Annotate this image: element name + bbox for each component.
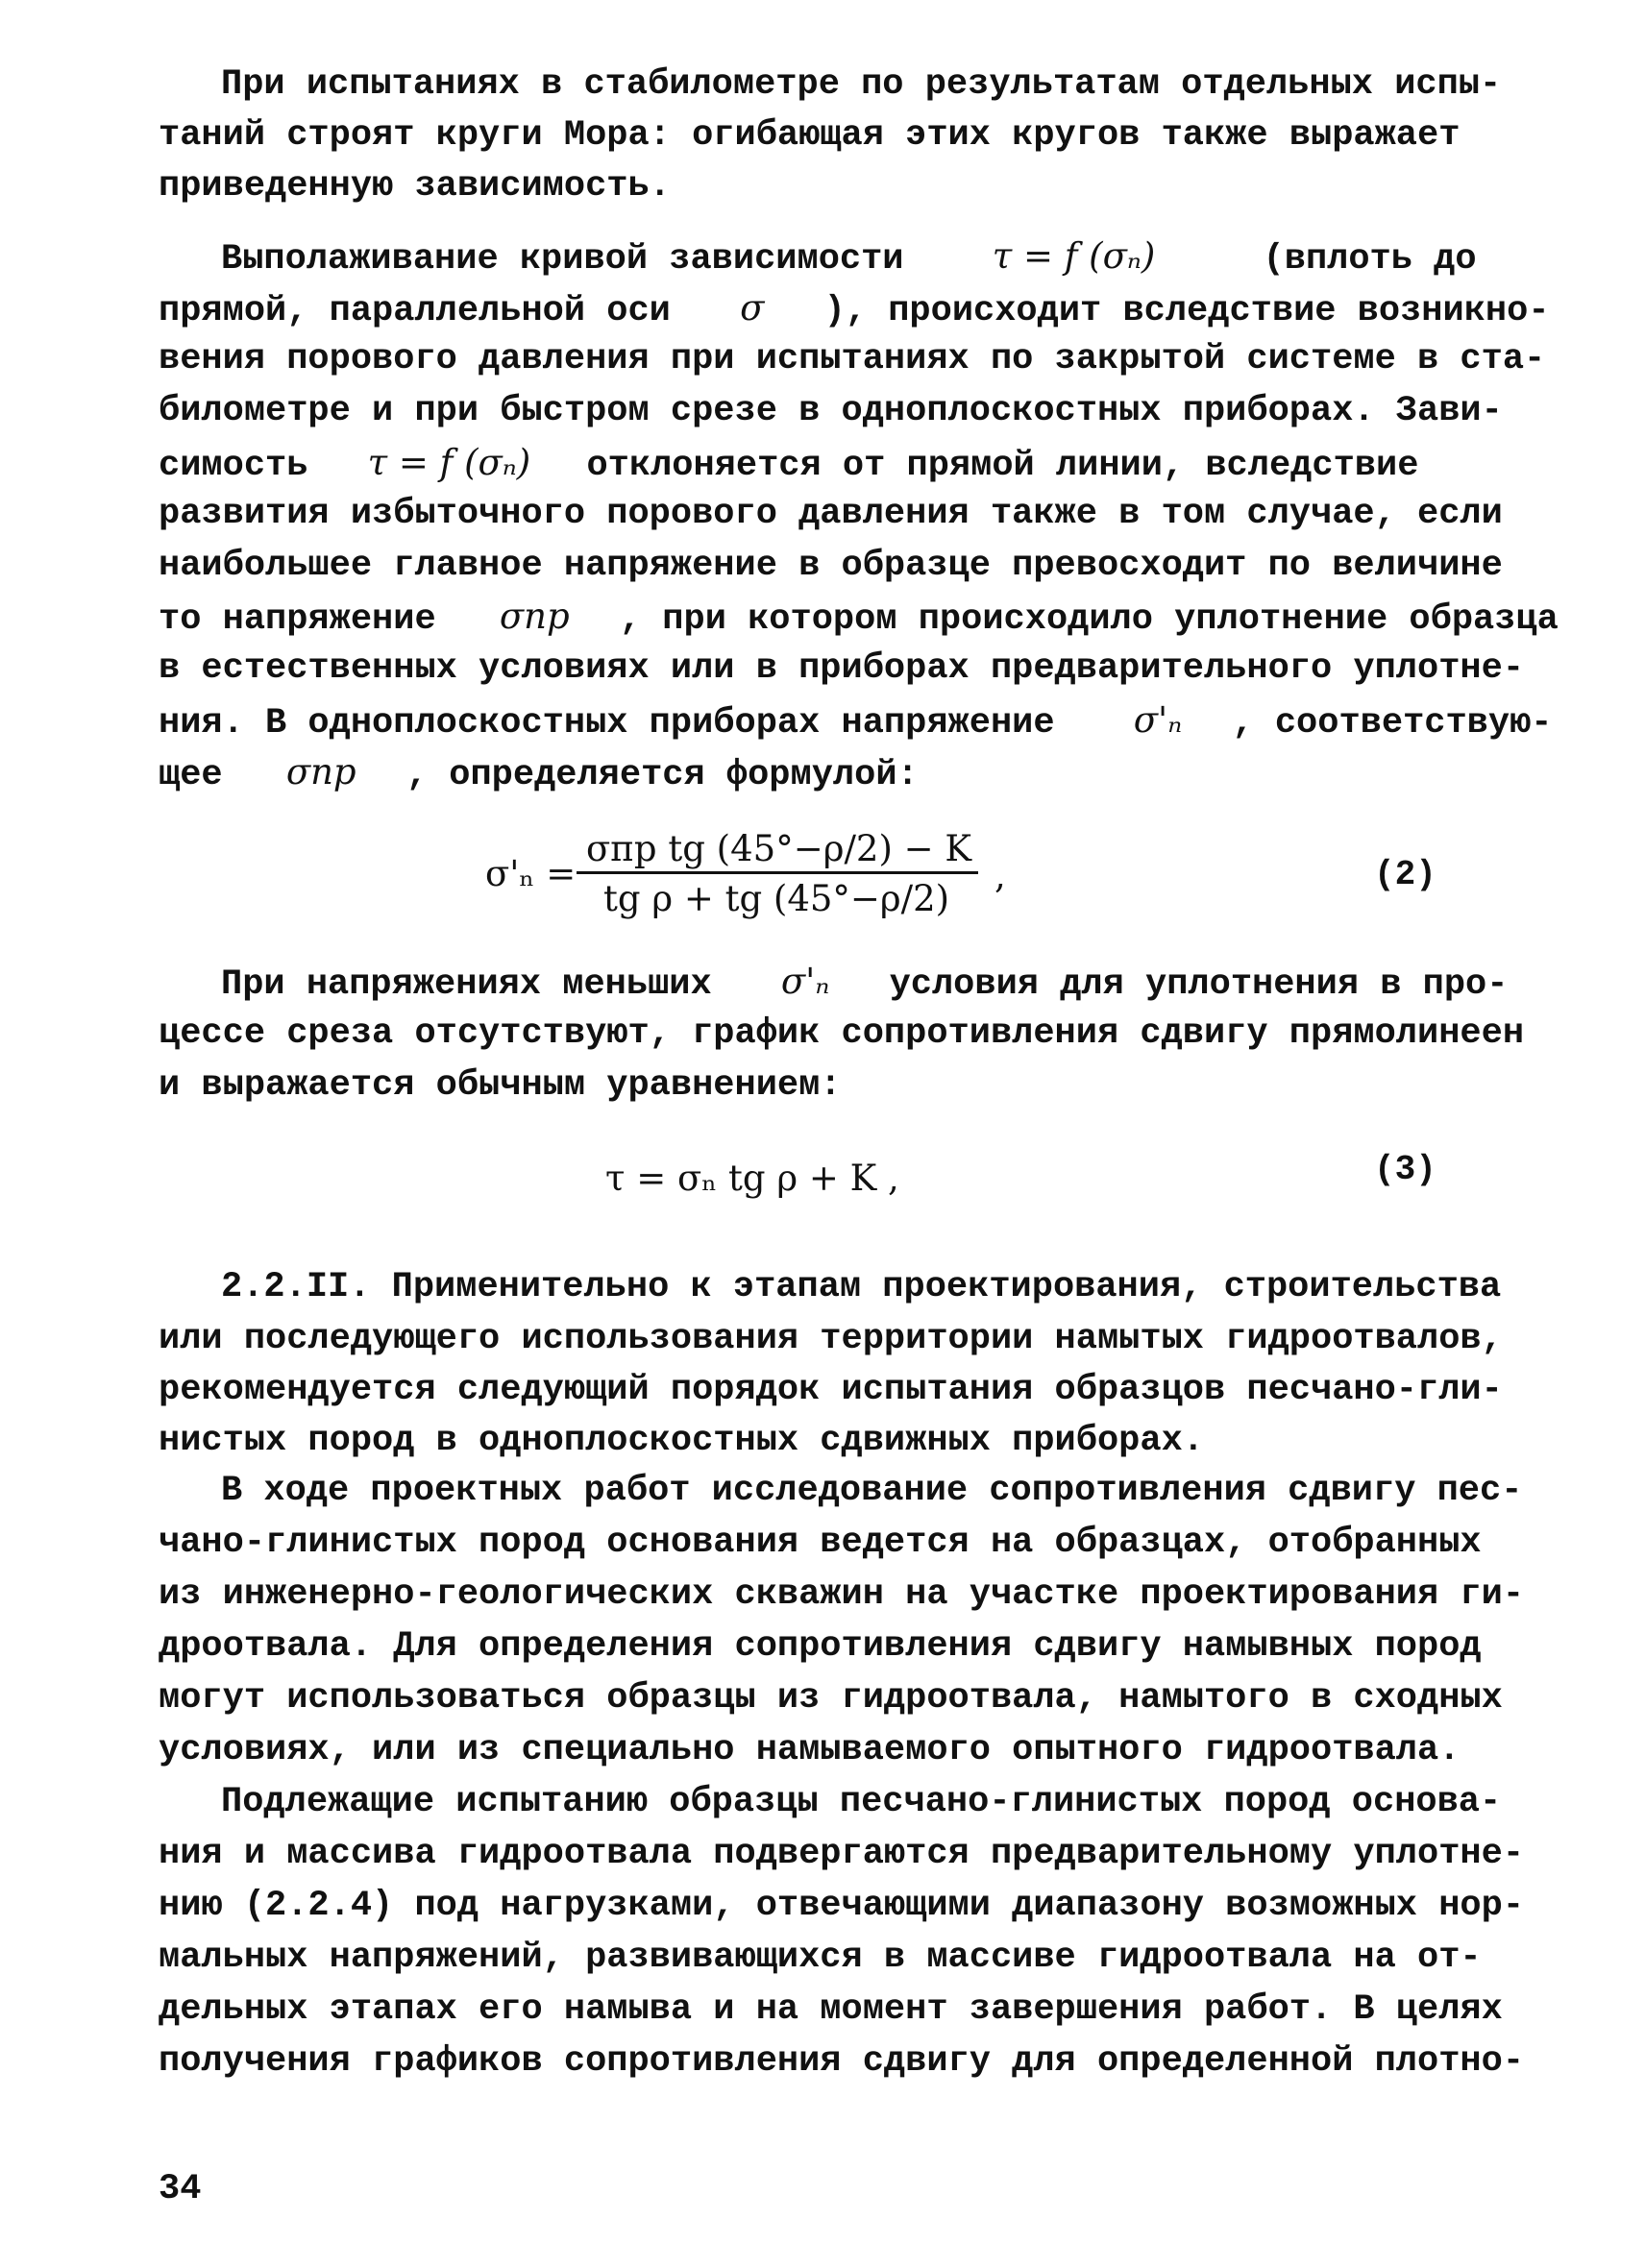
text-line: Подлежащие испытанию образцы песчано-глинистых пород основа-: [221, 1782, 1502, 1822]
equation-3: τ = σₙ tg ρ + K ,: [605, 1158, 899, 1199]
text-line: В ходе проектных работ исследование сопротивления сдвигу пес-: [221, 1471, 1523, 1511]
text-line: в естественных условиях или в приборах предварительного уплотне-: [159, 648, 1525, 689]
text-line: При испытаниях в стабилометре по результатам отдельных испы-: [221, 64, 1502, 105]
inline-formula: σ'ₙ: [780, 961, 830, 1002]
text-line: и выражается обычным уравнением:: [159, 1065, 842, 1106]
text-line: При напряжениях меньших σ'ₙ условия для уплотнения в про-: [221, 961, 1509, 1005]
page-number: 34: [159, 2169, 202, 2209]
text-line: могут использоваться образцы из гидроотвала, намытого в сходных: [159, 1678, 1503, 1719]
text-line: рекомендуется следующий порядок испытания образцов песчано-гли-: [159, 1370, 1503, 1410]
inline-formula: σпр: [285, 751, 356, 793]
equation-2-numerator: σпр tg (45°−ρ/2) − K: [586, 828, 972, 869]
text-line: развития избыточного порового давления также в том случае, если: [159, 494, 1503, 534]
equation-2-denominator: tg ρ + tg (45°−ρ/2): [603, 878, 950, 919]
text-line: вения порового давления при испытаниях по закрытой системе в ста-: [159, 339, 1546, 379]
text-line: или последующего использования территории намытых гидроотвалов,: [159, 1319, 1503, 1359]
text-line: ния. В одноплоскостных приборах напряжение σ'ₙ , соответствую-: [159, 699, 1553, 744]
text-line: нистых пород в одноплоскостных сдвижных приборах.: [159, 1421, 1204, 1461]
equation-2-comma: ,: [994, 855, 1006, 896]
text-line: прямой, параллельной оси σ ), происходит вследствие возникно-: [159, 287, 1550, 331]
text-line: дельных этапах его намыва и на момент завершения работ. В целях: [159, 1989, 1503, 2030]
text-line: нию (2.2.4) под нагрузками, отвечающими диапазону возможных нор-: [159, 1886, 1525, 1926]
inline-formula: τ = f (σₙ): [367, 442, 531, 483]
text-line: Выполаживание кривой зависимости τ = f (σₙ) (вплоть до: [221, 235, 1477, 280]
text-line: чано-глинистых пород основания ведется на образцах, отобранных: [159, 1523, 1482, 1563]
equation-2-lhs: σ'ₙ =: [485, 853, 577, 894]
inline-formula: τ = f (σₙ): [992, 235, 1156, 277]
equation-2-fraction-bar: [577, 871, 978, 874]
equation-3-number: (3): [1374, 1150, 1436, 1189]
text-line: то напряжение σпр , при котором происходило уплотнение образца: [159, 596, 1559, 640]
text-line: 2.2.II. Применительно к этапам проектирования, строительства: [221, 1267, 1502, 1307]
text-line: симость τ = f (σₙ) отклоняется от прямой линии, вследствие: [159, 442, 1419, 486]
text-line: билометре и при быстром срезе в одноплоскостных приборах. Зави-: [159, 391, 1503, 431]
inline-formula: σ: [740, 287, 765, 329]
text-line: мальных напряжений, развивающихся в массиве гидроотвала на от-: [159, 1938, 1482, 1978]
equation-2-number: (2): [1374, 855, 1436, 894]
text-line: щее σпр , определяется формулой:: [159, 751, 919, 795]
text-line: таний строят круги Мора: огибающая этих кругов также выражает: [159, 115, 1461, 156]
text-line: дроотвала. Для определения сопротивления сдвигу намывных пород: [159, 1626, 1482, 1667]
text-line: получения графиков сопротивления сдвигу для определенной плотно-: [159, 2041, 1525, 2082]
text-line: наибольшее главное напряжение в образце превосходит по величине: [159, 546, 1503, 586]
inline-formula: σ'ₙ: [1133, 699, 1183, 741]
text-line: из инженерно-геологических скважин на участке проектирования ги-: [159, 1574, 1525, 1615]
text-line: ния и массива гидроотвала подвергаются предварительному уплотне-: [159, 1834, 1525, 1874]
text-line: приведенную зависимость.: [159, 166, 671, 207]
text-line: цессе среза отсутствуют, график сопротивления сдвигу прямолинеен: [159, 1013, 1525, 1054]
inline-formula: σпр: [499, 596, 570, 637]
text-line: условиях, или из специально намываемого опытного гидроотвала.: [159, 1730, 1461, 1770]
